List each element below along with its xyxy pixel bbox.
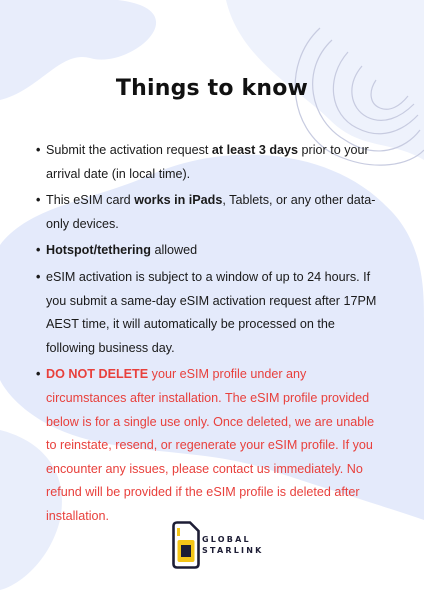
bullet-text: Submit the activation request <box>46 143 212 157</box>
warning-text: your eSIM profile under any circumstances after installation. The eSIM profile provided below is for a single use only. Once deleted, we are unable to reinstate, resend, or regenerate your eSIM profile. If you encounter any issues, please contact us immediately. No refund will be provided if the eSIM profile is deleted after installation. <box>46 367 375 523</box>
list-item <box>36 239 386 263</box>
bullet-mark: • <box>36 143 41 157</box>
bullet-text: allowed <box>150 243 198 258</box>
warning-emphasis: DO NOT DELETE <box>46 367 149 382</box>
bullet-mark: • <box>36 243 41 258</box>
bullet-emphasis: works in iPads <box>134 193 223 208</box>
brand-line-2: STARLINK <box>202 546 264 555</box>
info-list <box>36 139 386 532</box>
list-item <box>36 266 386 360</box>
brand-line-1: GLOBAL <box>202 535 251 544</box>
bullet-mark: • <box>36 269 41 284</box>
bullet-emphasis: Hotspot/tethering <box>46 243 151 258</box>
global-starlink-logo <box>172 521 268 571</box>
warning-list-item <box>36 363 386 528</box>
bullet-text: This eSIM card <box>46 193 135 208</box>
list-item <box>36 139 386 186</box>
bullet-text: prior to your arrival date (in local time). <box>46 143 369 181</box>
brand-name <box>202 534 264 556</box>
bullet-mark: • <box>36 193 41 208</box>
bullet-emphasis: at least 3 days <box>211 143 299 157</box>
bullet-text: eSIM activation is subject to a window of up to 24 hours. If you submit a same-day eSIM activation request after 17PM AEST time, it will automatically be processed on the following business day. <box>46 269 377 355</box>
list-item <box>36 189 386 236</box>
sim-card-icon <box>172 521 200 569</box>
page-title: Things to know <box>115 76 309 101</box>
bullet-text: , Tablets, or any other data-only devices. <box>46 193 376 231</box>
bullet-mark: • <box>36 367 41 382</box>
